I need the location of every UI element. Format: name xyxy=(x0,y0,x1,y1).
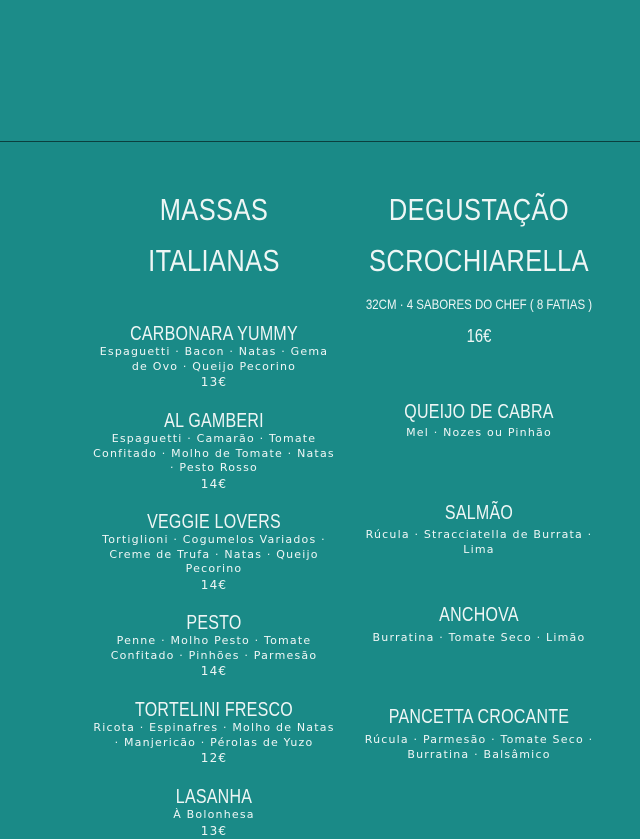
item-name: QUEIJO DE CABRA xyxy=(404,401,554,423)
item-desc: Espaguetti · Bacon · Natas · Gema de Ovo · Queijo Pecorino xyxy=(99,345,329,373)
item-price: 13€ xyxy=(200,823,228,838)
item-price: 14€ xyxy=(200,476,228,491)
pizza-item-anchova xyxy=(350,604,608,646)
item-desc: Rúcula · Parmesão · Tomate Seco · Burratina · Balsâmico xyxy=(364,733,594,761)
item-price: 14€ xyxy=(200,577,228,592)
menu-item-al-gamberi xyxy=(90,410,338,492)
item-name: ANCHOVA xyxy=(439,604,519,626)
massas-title-line2: ITALIANAS xyxy=(148,243,280,278)
item-desc: Espaguetti · Camarão · Tomate Confitado · Molho de Tomate · Natas · Pesto Rosso xyxy=(93,432,335,474)
item-name: TORTELINI FRESCO xyxy=(135,699,293,721)
item-desc: Penne · Molho Pesto · Tomate Confitado · Pinhões · Parmesão xyxy=(110,634,318,662)
degustacao-price: 16€ xyxy=(466,326,492,346)
item-name: AL GAMBERI xyxy=(164,410,264,432)
menu-item-carbonara xyxy=(90,323,338,390)
pizza-item-pancetta xyxy=(350,706,608,762)
menu-item-lasanha xyxy=(90,786,338,839)
item-name: PANCETTA CROCANTE xyxy=(388,706,570,728)
degustacao-title-line2: SCROCHIARELLA xyxy=(368,243,590,278)
item-desc: Burratina · Tomate Seco · Limão xyxy=(372,631,586,644)
item-desc: Ricota · Espinafres · Molho de Natas · Manjericão · Pérolas de Yuzo xyxy=(93,721,335,749)
item-price: 12€ xyxy=(200,751,228,765)
item-price: 13€ xyxy=(200,375,228,389)
degustacao-title-line1: DEGUSTAÇÃO xyxy=(388,192,570,227)
menu-item-tortelini xyxy=(90,699,338,766)
item-name: SALMÃO xyxy=(444,502,514,524)
pizza-item-queijo-cabra xyxy=(350,401,608,441)
menu-item-veggie-lovers xyxy=(90,511,338,593)
item-desc: Tortiglioni · Cogumelos Variados · Creme de Trufa · Natas · Queijo Pecorino xyxy=(102,533,326,575)
item-name: CARBONARA YUMMY xyxy=(130,323,298,345)
item-desc: À Bolonhesa xyxy=(173,808,255,821)
item-desc: Mel · Nozes ou Pinhão xyxy=(406,426,552,439)
pizza-item-salmao xyxy=(350,502,608,557)
item-price: 14€ xyxy=(200,664,228,678)
item-name: VEGGIE LOVERS xyxy=(147,511,281,533)
item-desc: Rúcula · Stracciatella de Burrata · Lima xyxy=(365,528,593,556)
item-name: PESTO xyxy=(186,612,242,634)
degustacao-column xyxy=(350,0,608,828)
massas-title-line1: MASSAS xyxy=(159,192,269,227)
degustacao-subtitle: 32CM · 4 SABORES DO CHEF ( 8 FATIAS ) xyxy=(365,296,593,312)
massas-column xyxy=(90,0,338,838)
menu-item-pesto xyxy=(90,612,338,679)
item-name: LASANHA xyxy=(175,786,253,808)
